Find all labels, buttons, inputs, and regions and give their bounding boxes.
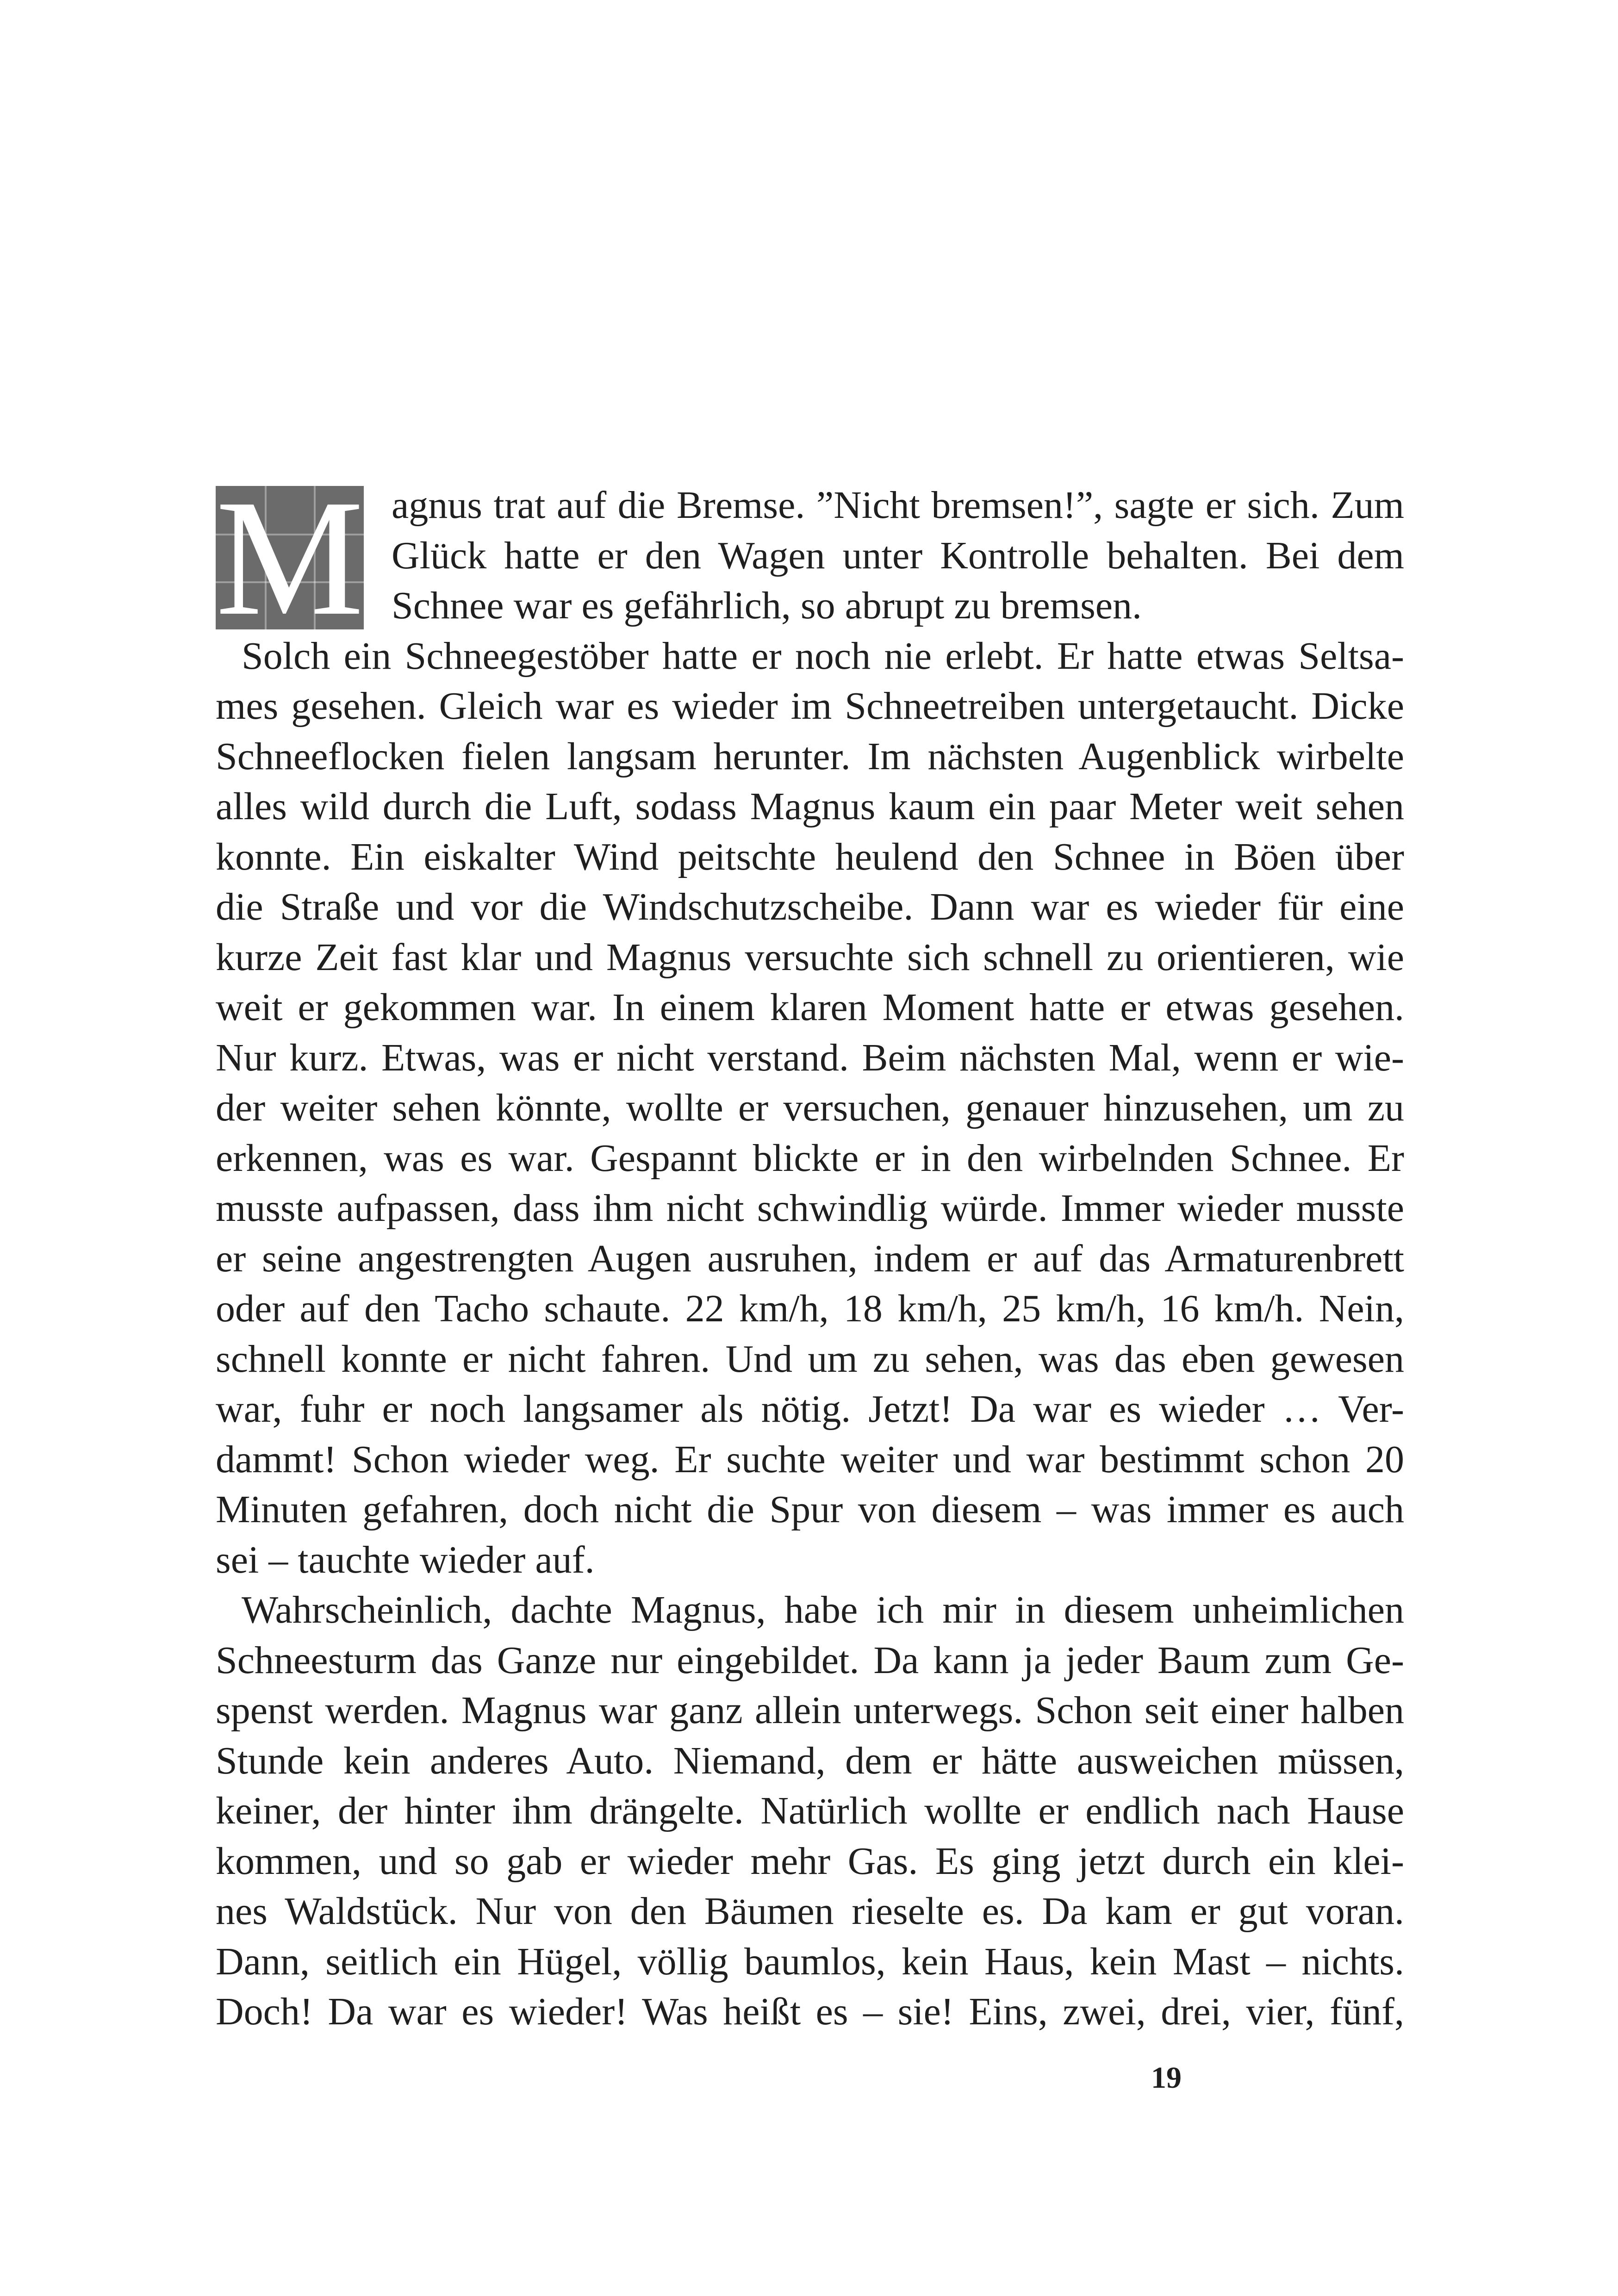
text-line: sei – tauchte wieder auf. [216,1538,595,1581]
text-line: Doch! Da war es wieder! Was heißt es – sie! Eins, zwei, drei, vier, fünf, [216,1990,1404,2033]
text-line: konnte. Ein eiskalter Wind peitschte heulend den Schnee in Böen über [216,835,1404,878]
text-line: Minuten gefahren, doch nicht die Spur von diesem – was immer es auch [216,1488,1404,1531]
text-line: Schneesturm das Ganze nur eingebildet. Da kann ja jeder Baum zum Ge- [216,1638,1404,1682]
text-line: Dann, seitlich ein Hügel, völlig baumlos, kein Haus, kein Mast – nichts. [216,1940,1404,1983]
text-line: die Straße und vor die Windschutzscheibe. Dann war es wieder für eine [216,885,1404,928]
text-line: oder auf den Tacho schaute. 22 km/h, 18 km/h, 25 km/h, 16 km/h. Nein, [216,1287,1404,1330]
text-line: Solch ein Schneegestöber hatte er noch nie erlebt. Er hatte etwas Seltsa- [242,634,1404,678]
text-line: keiner, der hinter ihm drängelte. Natürlich wollte er endlich nach Hause [216,1789,1404,1832]
text-line: nes Waldstück. Nur von den Bäumen rieselte es. Da kam er gut voran. [216,1890,1404,1933]
text-line: weit er gekommen war. In einem klaren Moment hatte er etwas gesehen. [216,986,1404,1029]
text-line: Schneeflocken fielen langsam herunter. Im nächsten Augenblick wirbelte [216,734,1404,778]
drop-cap [216,486,364,629]
text-line: der weiter sehen könnte, wollte er versuchen, genauer hinzusehen, um zu [216,1086,1404,1129]
text-line: agnus trat auf die Bremse. ”Nicht bremsen!”, sagte er sich. Zum [392,484,1404,527]
body-text [216,480,1404,2037]
page-number: 19 [1151,2061,1182,2095]
text-line: mes gesehen. Gleich war es wieder im Schneetreiben untergetaucht. Dicke [216,684,1404,728]
text-line: erkennen, was es war. Gespannt blickte er in den wirbelnden Schnee. Er [216,1136,1404,1180]
text-line: Stunde kein anderes Auto. Niemand, dem er hätte ausweichen müssen, [216,1739,1404,1782]
text-line: spenst werden. Magnus war ganz allein unterwegs. Schon seit einer halben [216,1689,1404,1732]
text-line: dammt! Schon wieder weg. Er suchte weiter und war bestimmt schon 20 [216,1437,1404,1481]
text-line: Glück hatte er den Wagen unter Kontrolle behalten. Bei dem [392,534,1404,577]
text-line: kommen, und so gab er wieder mehr Gas. Es ging jetzt durch ein klei- [216,1839,1404,1883]
text-line: schnell konnte er nicht fahren. Und um zu sehen, was das eben gewesen [216,1337,1404,1381]
text-line: er seine angestrengten Augen ausruhen, indem er auf das Armaturenbrett [216,1237,1404,1280]
text-line: war, fuhr er noch langsamer als nötig. Jetzt! Da war es wieder … Ver- [216,1388,1404,1431]
drop-cap-letter: M [216,486,364,629]
text-line: Schnee war es gefährlich, so abrupt zu bremsen. [392,584,1142,627]
text-line: alles wild durch die Luft, sodass Magnus kaum ein paar Meter weit sehen [216,785,1404,828]
text-line: Wahrscheinlich, dachte Magnus, habe ich mir in diesem unheimlichen [242,1588,1404,1631]
text-line: kurze Zeit fast klar und Magnus versuchte sich schnell zu orientieren, wie [216,935,1404,979]
text-line: musste aufpassen, dass ihm nicht schwindlig würde. Immer wieder musste [216,1187,1404,1230]
text-line: Nur kurz. Etwas, was er nicht verstand. Beim nächsten Mal, wenn er wie- [216,1036,1404,1079]
